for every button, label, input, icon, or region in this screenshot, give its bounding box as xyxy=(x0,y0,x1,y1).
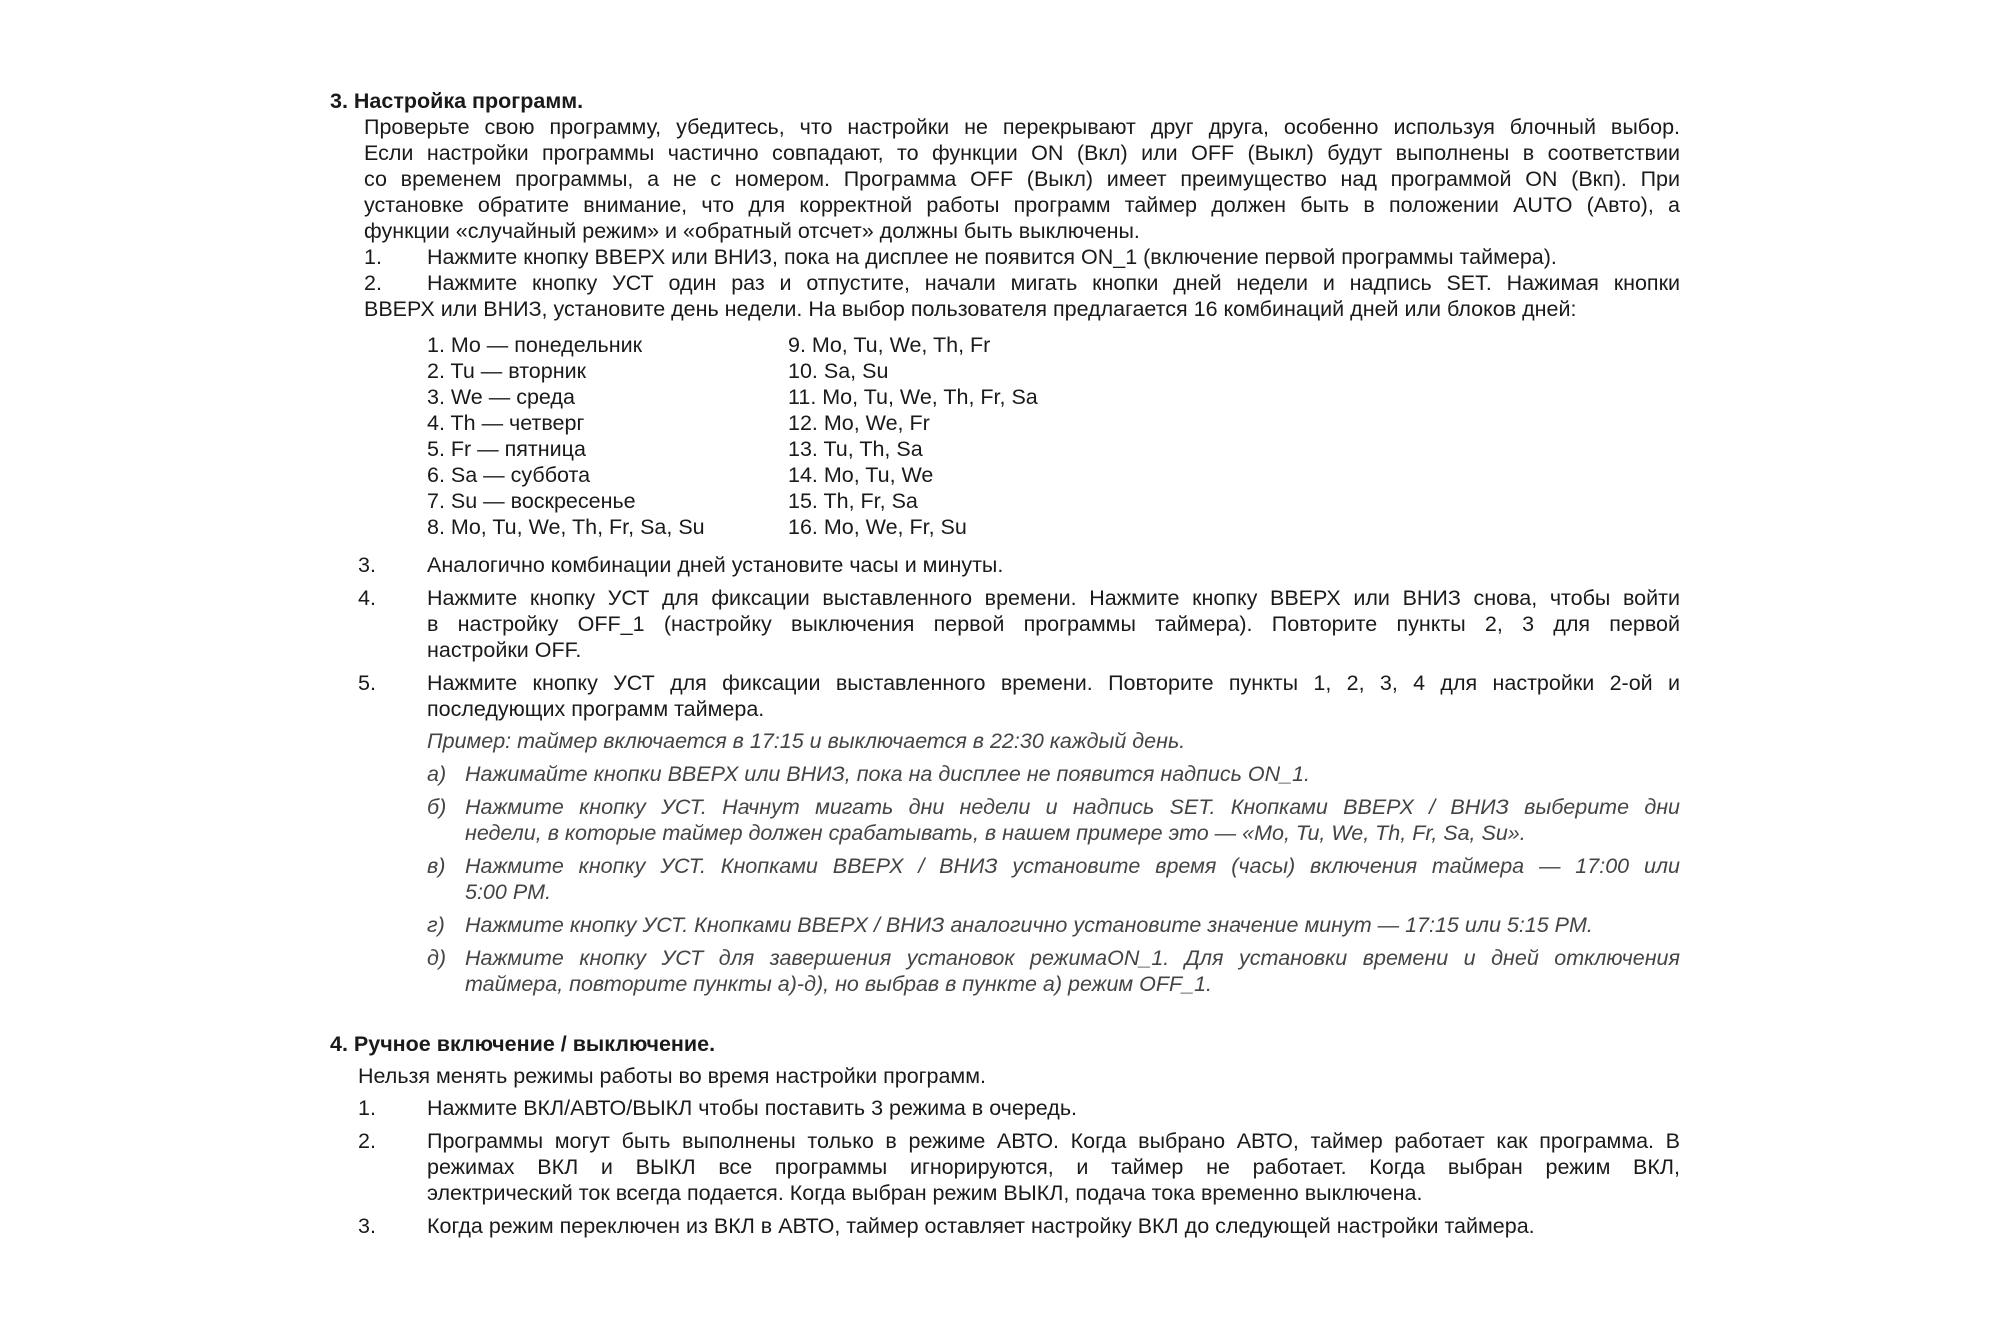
example-step-label: в) xyxy=(427,854,446,878)
day-combination: 6. Sa — суббота xyxy=(427,463,591,487)
day-combination: 7. Su — воскресенье xyxy=(427,489,636,513)
s3-item-3-text: Аналогично комбинации дней установите часы и минуты. xyxy=(427,553,1004,577)
s4-item-2-text: режимах ВКЛ и ВЫКЛ все программы игнорируются, и таймер не работает. Когда выбран режим ВКЛ, xyxy=(427,1155,1680,1179)
s3-item-2-text: Нажмите кнопку УСТ один раз и отпустите, начали мигать кнопки дней недели и надпись SET. Нажимая кнопки xyxy=(427,271,1680,295)
example-step-text: 5:00 PM. xyxy=(465,880,552,904)
day-combination: 15. Th, Fr, Sa xyxy=(788,489,918,513)
day-combination: 1. Mo — понедельник xyxy=(427,333,642,357)
example-step-label: д) xyxy=(427,946,447,970)
s3-paragraph-line: функции «случайный режим» и «обратный отсчет» должны быть выключены. xyxy=(364,219,1140,243)
s4-item-1-number: 1. xyxy=(358,1096,376,1120)
s3-paragraph-line: со временем программы, а не с номером. Программа OFF (Выкл) имеет преимущество над программой ON (Вкп). При xyxy=(364,167,1680,191)
s3-item-4-text: настройки OFF. xyxy=(427,638,582,662)
s4-item-2-number: 2. xyxy=(358,1129,376,1153)
s3-item-1-text: Нажмите кнопку ВВЕРХ или ВНИЗ, пока на дисплее не появится ON_1 (включение первой программы таймера). xyxy=(427,245,1557,269)
example-step-text: недели, в которые таймер должен срабатывать, в нашем примере это — «Mo, Tu, We, Th, Fr, Sa, Su». xyxy=(465,821,1526,845)
s3-item-5-number: 5. xyxy=(358,671,376,695)
s4-item-3-text: Когда режим переключен из ВКЛ в АВТО, таймер оставляет настройку ВКЛ до следующей настройки таймера. xyxy=(427,1214,1535,1238)
example-step-label: а) xyxy=(427,762,447,786)
s3-item-3-number: 3. xyxy=(358,553,376,577)
s4-item-3-number: 3. xyxy=(358,1214,376,1238)
day-combination: 5. Fr — пятница xyxy=(427,437,586,461)
s3-item-2-number: 2. xyxy=(364,271,382,295)
s3-paragraph-line: Если настройки программы частично совпадают, то функции ON (Вкл) или OFF (Выкл) будут выполнены в соответствии xyxy=(364,141,1680,165)
day-combination: 4. Th — четверг xyxy=(427,411,585,435)
s3-item-4-text: в настройку OFF_1 (настройку выключения первой программы таймера). Повторите пункты 2, 3 для первой xyxy=(427,612,1680,636)
day-combination: 2. Tu — вторник xyxy=(427,359,587,383)
example-step-text: Нажмите кнопку УСТ. Начнут мигать дни недели и надпись SET. Кнопками ВВЕРХ / ВНИЗ выберите дни xyxy=(465,795,1680,819)
day-combination: 14. Mo, Tu, We xyxy=(788,463,934,487)
day-combination: 13. Tu, Th, Sa xyxy=(788,437,923,461)
s3-paragraph-line: установке обратите внимание, что для корректной работы программ таймер должен быть в положении AUTO (Авто), а xyxy=(364,193,1680,217)
day-combination: 10. Sa, Su xyxy=(788,359,889,383)
example-step-text: таймера, повторите пункты а)-д), но выбрав в пункте а) режим OFF_1. xyxy=(465,972,1213,996)
day-combination: 16. Mo, We, Fr, Su xyxy=(788,515,967,539)
example-step-text: Нажмите кнопку УСТ. Кнопками ВВЕРХ / ВНИЗ аналогично установите значение минут — 17:15 или 5:15 PM. xyxy=(465,913,1593,937)
example-step-label: г) xyxy=(427,913,445,937)
s4-item-1-text: Нажмите ВКЛ/АВТО/ВЫКЛ чтобы поставить 3 режима в очередь. xyxy=(427,1096,1078,1120)
s4-item-2-text: Программы могут быть выполнены только в режиме АВТО. Когда выбрано АВТО, таймер работает как программа. В xyxy=(427,1129,1680,1153)
s4-intro: Нельзя менять режимы работы во время настройки программ. xyxy=(358,1064,986,1088)
day-combination: 8. Mo, Tu, We, Th, Fr, Sa, Su xyxy=(427,515,705,539)
s3-item-5-text: Нажмите кнопку УСТ для фиксации выставленного времени. Повторите пункты 1, 2, 3, 4 для настройки 2-ой и xyxy=(427,671,1680,695)
day-combination: 9. Mo, Tu, We, Th, Fr xyxy=(788,333,991,357)
day-combination: 3. We — среда xyxy=(427,385,575,409)
s3-item-2-text: ВВЕРХ или ВНИЗ, установите день недели. На выбор пользователя предлагается 16 комбинаций дней или блоков дней: xyxy=(364,297,1577,321)
example-caption: Пример: таймер включается в 17:15 и выключается в 22:30 каждый день. xyxy=(427,729,1186,753)
s3-item-4-number: 4. xyxy=(358,586,376,610)
s3-item-1-number: 1. xyxy=(364,245,382,269)
example-step-label: б) xyxy=(427,795,447,819)
s3-item-4-text: Нажмите кнопку УСТ для фиксации выставленного времени. Нажмите кнопку ВВЕРХ или ВНИЗ снова, чтобы войти xyxy=(427,586,1680,610)
s3-paragraph-line: Проверьте свою программу, убедитесь, что настройки не перекрывают друг друга, особенно используя блочный выбор. xyxy=(364,115,1680,139)
example-step-text: Нажмите кнопку УСТ для завершения установок режимаON_1. Для установки времени и дней отключения xyxy=(465,946,1680,970)
days-list-right xyxy=(788,332,1038,540)
section-4-heading: 4. Ручное включение / выключение. xyxy=(330,1032,716,1056)
day-combination: 12. Mo, We, Fr xyxy=(788,411,930,435)
day-combination: 11. Mo, Tu, We, Th, Fr, Sa xyxy=(788,385,1038,409)
section-3-heading: 3. Настройка программ. xyxy=(330,89,584,113)
s4-item-2-text: электрический ток всегда подается. Когда выбран режим ВЫКЛ, подача тока временно выключена. xyxy=(427,1181,1423,1205)
s3-item-5-text: последующих программ таймера. xyxy=(427,697,765,721)
example-step-text: Нажимайте кнопки ВВЕРХ или ВНИЗ, пока на дисплее не появится надпись ON_1. xyxy=(465,762,1311,786)
days-list-left xyxy=(427,332,705,540)
example-step-text: Нажмите кнопку УСТ. Кнопками ВВЕРХ / ВНИЗ установите время (часы) включения таймера — 17:00 или xyxy=(465,854,1680,878)
